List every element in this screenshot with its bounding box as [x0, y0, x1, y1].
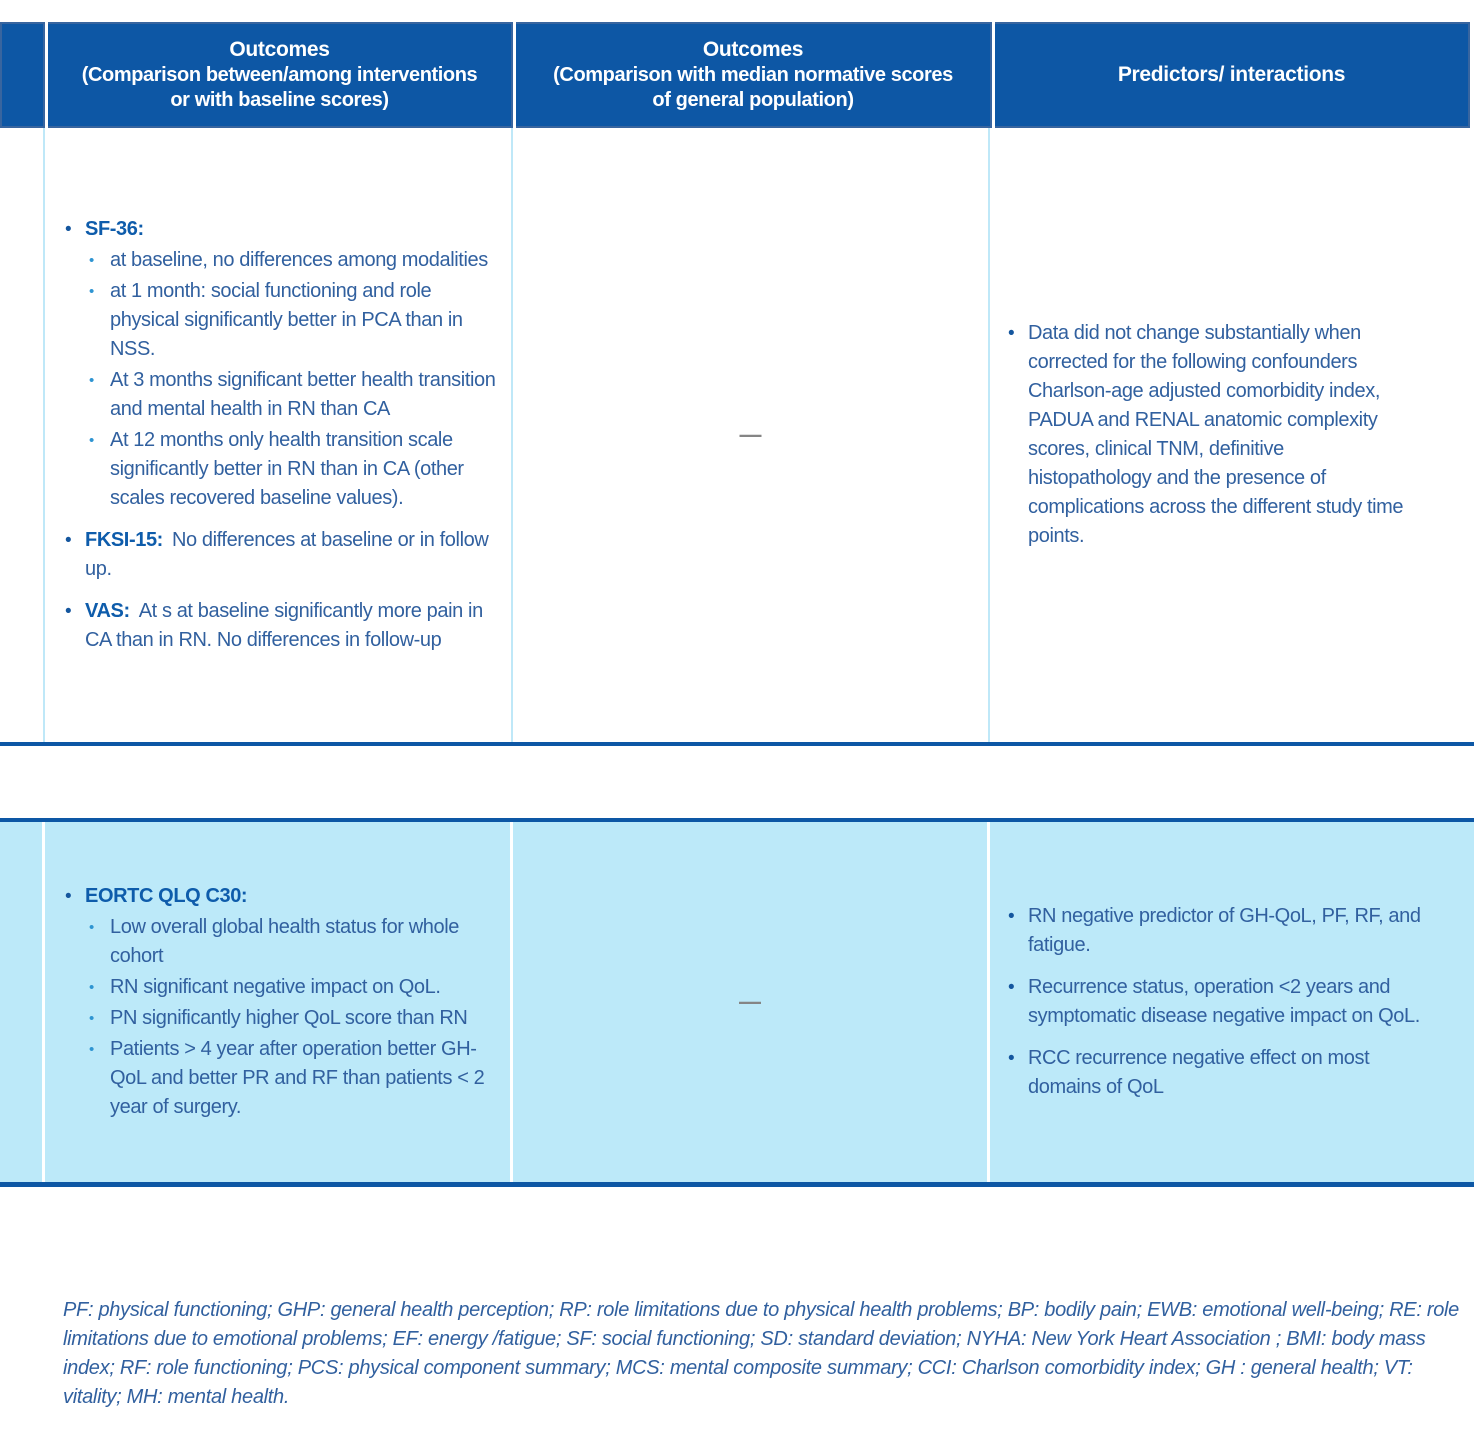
item-label: FKSI-15:: [85, 529, 163, 551]
column-title: Outcomes: [229, 37, 330, 61]
sub-list-item: [87, 1035, 496, 1122]
list-item-body: [85, 597, 497, 655]
cell-outcomes-interventions-1: [45, 128, 513, 742]
list-item-body: [85, 882, 496, 1122]
item-text: RN negative predictor of GH-QoL, PF, RF, and fatigue.: [1028, 905, 1421, 956]
list-item: [1002, 973, 1422, 1031]
column-title: Outcomes: [702, 37, 804, 61]
cell-predictors-1: [990, 128, 1474, 742]
sub-list-item: [87, 913, 496, 971]
item-label: EORTC QLQ C30:: [85, 885, 248, 907]
sub-list-item: [87, 426, 497, 513]
sub-item-text: Low overall global health status for whole cohort: [110, 916, 459, 967]
bullet-icon: •: [89, 979, 94, 996]
sub-item-text: Patients > 4 year after operation better GH-QoL and better PR and RF than patients < 2 year of surgery.: [110, 1038, 485, 1118]
column-title: Predictors/ interactions: [1117, 62, 1346, 86]
sub-item-text: RN significant negative impact on QoL.: [110, 976, 441, 998]
bullet-icon: •: [1008, 1048, 1015, 1069]
list-item: [59, 882, 496, 1122]
cell-outcomes-normative-2: [513, 822, 990, 1182]
item-label: VAS:: [85, 600, 130, 622]
item-text: RCC recurrence negative effect on most domains of QoL: [1028, 1047, 1370, 1098]
list-item: [59, 215, 497, 513]
stub-cell: [0, 822, 45, 1182]
bullet-list: [1002, 319, 1410, 551]
item-text: Data did not change substantially when corrected for the following confounders Charlson-age adjusted comorbidity index, PADUA and RENAL anatomic complexity scores, clinical TNM, definitive histopathology and the presence of complications across the different study time points.: [1028, 322, 1404, 547]
header-outcomes-interventions: [48, 22, 513, 128]
item-label: SF-36:: [85, 218, 144, 240]
list-item-body: [85, 215, 497, 513]
item-text: At s at baseline significantly more pain in CA than in RN. No differences in follow-up: [85, 600, 483, 651]
bullet-icon: •: [1008, 977, 1015, 998]
sub-list-item: [87, 366, 497, 424]
table-row-study-2: [0, 818, 1474, 1187]
bullet-icon: •: [89, 432, 94, 449]
list-item-body: [1028, 1044, 1422, 1102]
bullet-icon: •: [1008, 906, 1015, 927]
bullet-icon: •: [89, 1010, 94, 1027]
cell-outcomes-interventions-2: [45, 822, 513, 1182]
sub-item-text: At 12 months only health transition scale significantly better in RN than in CA (other scales recovered baseline values).: [110, 429, 464, 509]
cell-outcomes-normative-1: [513, 128, 990, 742]
bullet-icon: •: [89, 919, 94, 936]
bullet-icon: •: [65, 530, 72, 551]
bullet-icon: •: [89, 283, 94, 300]
header-outcomes-normative: [516, 22, 992, 128]
list-item-body: [1028, 973, 1422, 1031]
list-item: [59, 526, 497, 584]
bullet-list: [1002, 902, 1422, 1102]
cell-predictors-2: [990, 822, 1474, 1182]
sub-list-item: [87, 246, 497, 275]
bullet-list: [59, 882, 496, 1122]
list-item: [1002, 319, 1410, 551]
bullet-icon: •: [89, 372, 94, 389]
list-item: [59, 597, 497, 655]
bullet-icon: •: [65, 601, 72, 622]
bullet-icon: •: [89, 1041, 94, 1058]
list-item: [1002, 1044, 1422, 1102]
list-item-body: [1028, 319, 1410, 551]
no-data-dash: —: [739, 989, 761, 1014]
list-item-body: [1028, 902, 1422, 960]
item-text: Recurrence status, operation <2 years and symptomatic disease negative impact on QoL.: [1028, 976, 1420, 1027]
column-subtitle: (Comparison between/among interventions or with baseline scores): [81, 64, 478, 112]
sub-list-item: [87, 1004, 496, 1033]
sub-list-item: [87, 277, 497, 364]
no-data-dash: —: [739, 422, 762, 447]
bullet-icon: •: [65, 219, 72, 240]
bullet-icon: •: [1008, 323, 1015, 344]
list-item-body: [85, 526, 497, 584]
sub-list-item: [87, 973, 496, 1002]
abbreviations-footnote: PF: physical functioning; GHP: general health perception; RP: role limitations due to physical health problems; BP: bodily pain; EWB: emotional well-being; RE: role limitations due to emotional problems; EF: energy /fatigue; SF: social functioning; SD: standard deviation; NYHA: New York Heart Association ; BMI: body mass index; RF: role functioning; PCS: physical component summary; MCS: mental composite summary; CCI: Charlson comorbidity index; GH : general health; VT: vitality; MH: mental health.: [63, 1299, 1459, 1408]
sub-item-text: At 3 months significant better health transition and mental health in RN than CA: [110, 369, 496, 420]
bullet-icon: •: [65, 886, 72, 907]
bullet-list: [59, 215, 497, 655]
sub-item-text: at baseline, no differences among modalities: [110, 249, 488, 271]
column-subtitle: (Comparison with median normative scores of general population): [553, 64, 953, 112]
header-stub-cell: [0, 22, 45, 128]
bullet-icon: •: [89, 252, 94, 269]
header-predictors-interactions: [995, 22, 1470, 128]
list-item: [1002, 902, 1422, 960]
table-header-row: [0, 22, 1470, 128]
sub-item-text: at 1 month: social functioning and role physical significantly better in PCA than in NSS.: [110, 280, 463, 360]
sub-item-text: PN significantly higher QoL score than RN: [110, 1007, 468, 1029]
item-text: No differences at baseline or in follow up.: [85, 529, 489, 580]
stub-cell: [0, 128, 45, 742]
table-row-study-1: [0, 128, 1474, 746]
